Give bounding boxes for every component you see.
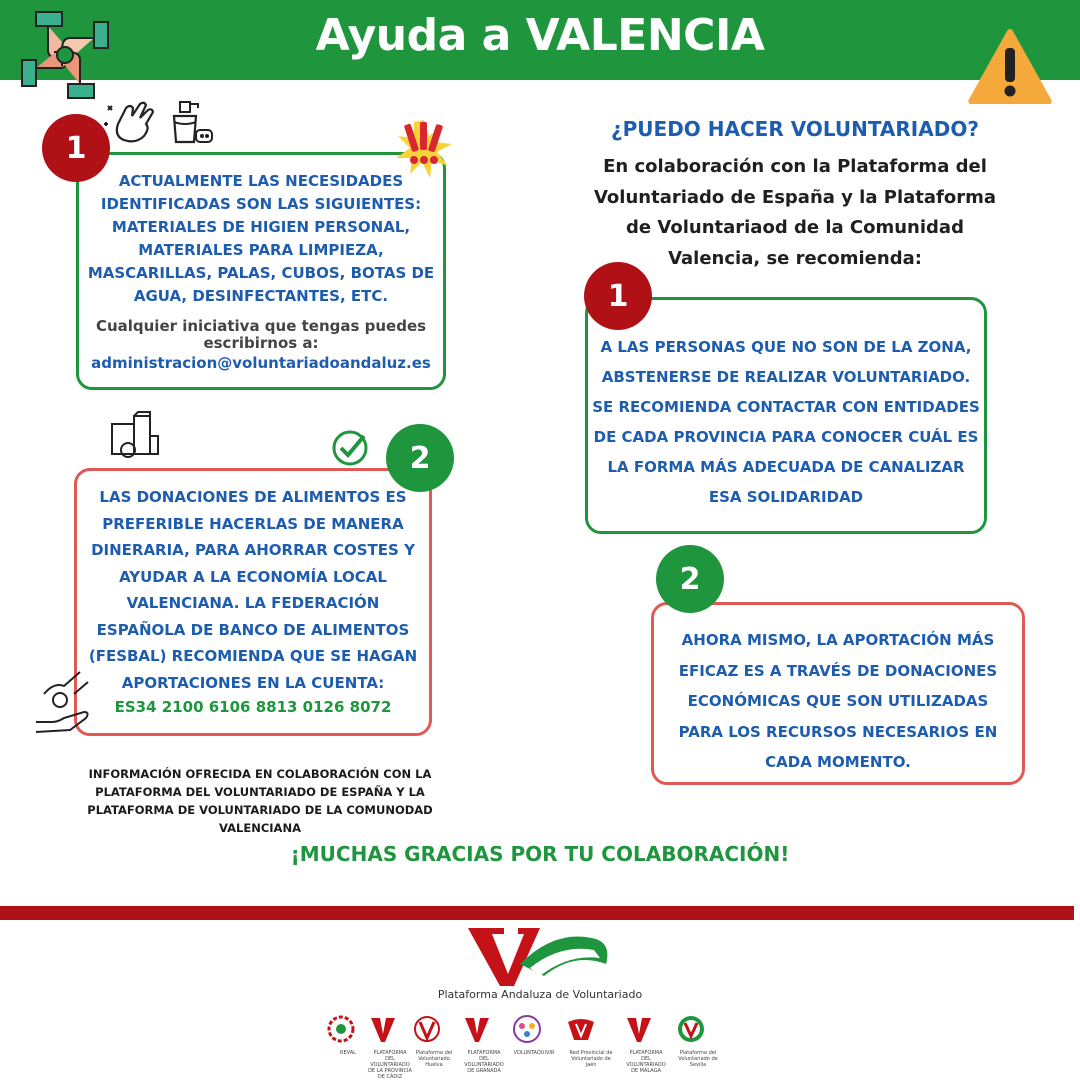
economic-donations-text: AHORA MISMO, LA APORTACIÓN MÁS EFICAZ ES A TRAVÉS DE DONACIONES ECONÓMICAS QUE SON UTILIZADAS PARA LOS RECURSOS NECESARIOS EN CADA MOMENTO. <box>678 631 998 771</box>
page-title: Ayuda a VALENCIA <box>315 10 765 61</box>
thanks-message: ¡MUCHAS GRACIAS POR TU COLABORACIÓN! <box>290 842 790 866</box>
food-donations-text: LAS DONACIONES DE ALIMENTOS ES PREFERIBLE HACERLAS DE MANERA DINERARIA, PARA AHORRAR COSTES Y AYUDAR A LA ECONOMÍA LOCAL VALENCIANA. LA FEDERACIÓN ESPAÑOLA DE BANCO DE ALIMENTOS (FESBAL) RECOMIENDA QUE SE HAGAN APORTACIONES EN LA CUENTA: <box>88 488 418 692</box>
contact-text: Cualquier iniciativa que tengas puedes escribirnos a: <box>95 317 427 352</box>
contact-email-link[interactable]: administracion@voluntariadoandaluz.es <box>91 354 431 372</box>
exclamation-burst-icon <box>394 118 454 180</box>
volunteering-advice-text: A LAS PERSONAS QUE NO SON DE LA ZONA, ABSTENERSE DE REALIZAR VOLUNTARIADO. SE RECOMIENDA CONTACTAR CON ENTIDADES DE CADA PROVINCIA PARA CONOCER CUÁL ES LA FORMA MÁS ADECUADA DE CANALIZAR ESA SOLIDARIDAD <box>592 338 980 506</box>
warning-icon <box>968 28 1052 104</box>
cleaning-supplies-icon <box>166 96 214 148</box>
partner-logo-reval: REVAL <box>326 1014 370 1068</box>
partner-logo-granada: PLATAFORMA DEL VOLUNTARIADO DE GRANADA <box>462 1014 506 1068</box>
check-circle-icon <box>330 428 370 468</box>
partner-logo-jaen: Red Provincial de Voluntariado de Jaén <box>566 1014 616 1068</box>
needs-text: ACTUALMENTE LAS NECESIDADES IDENTIFICADAS SON LAS SIGUIENTES: MATERIALES DE HIGIEN PERSONAL, MATERIALES PARA LIMPIEZA, MASCARILLAS, PALAS, CUBOS, BOTAS DE AGUA, DESINFECTANTES, ETC. <box>87 172 435 305</box>
footer-divider <box>0 906 1074 920</box>
iban-account[interactable]: ES34 2100 6106 8813 0126 8072 <box>114 698 392 716</box>
partner-logo-voluntaquivir: VOLUNTAQUIVIR <box>512 1014 556 1068</box>
partner-logo-cadiz: PLATAFORMA DEL VOLUNTARIADO DE LA PROVINCIA DE CÁDIZ <box>368 1014 412 1068</box>
hand-giving-coin-icon <box>34 664 94 738</box>
partner-logo-sevilla: Plataforma del Voluntariado de Sevilla <box>676 1014 720 1068</box>
volunteering-question-title: ¿PUEDO HACER VOLUNTARIADO? <box>611 117 979 141</box>
partner-logo-malaga: PLATAFORMA DEL VOLUNTARIADO DE MÁLAGA <box>624 1014 668 1068</box>
step-badge-2: 2 <box>656 545 724 613</box>
pav-logo <box>464 924 614 990</box>
step-badge-1: 1 <box>42 114 110 182</box>
partner-logo-huelva: Plataforma del Voluntariado Huelva <box>412 1014 456 1068</box>
hands-teamwork-icon <box>18 10 114 100</box>
info-footnote: INFORMACIÓN OFRECIDA EN COLABORACIÓN CON LA PLATAFORMA DEL VOLUNTARIADO DE ESPAÑA Y LA PLATAFORMA DE VOLUNTARIADO DE LA COMUNODAD VALENCIANA <box>87 767 433 835</box>
handwashing-icon <box>100 96 158 146</box>
step-badge-1: 1 <box>584 262 652 330</box>
step-badge-2: 2 <box>386 424 454 492</box>
pav-org-name: Plataforma Andaluza de Voluntariado <box>437 988 643 1001</box>
volunteering-intro: En colaboración con la Plataforma del Voluntariado de España y la Plataforma de Voluntariaod de la Comunidad Valencia, se recomienda: <box>593 156 997 269</box>
groceries-icon <box>108 410 162 460</box>
